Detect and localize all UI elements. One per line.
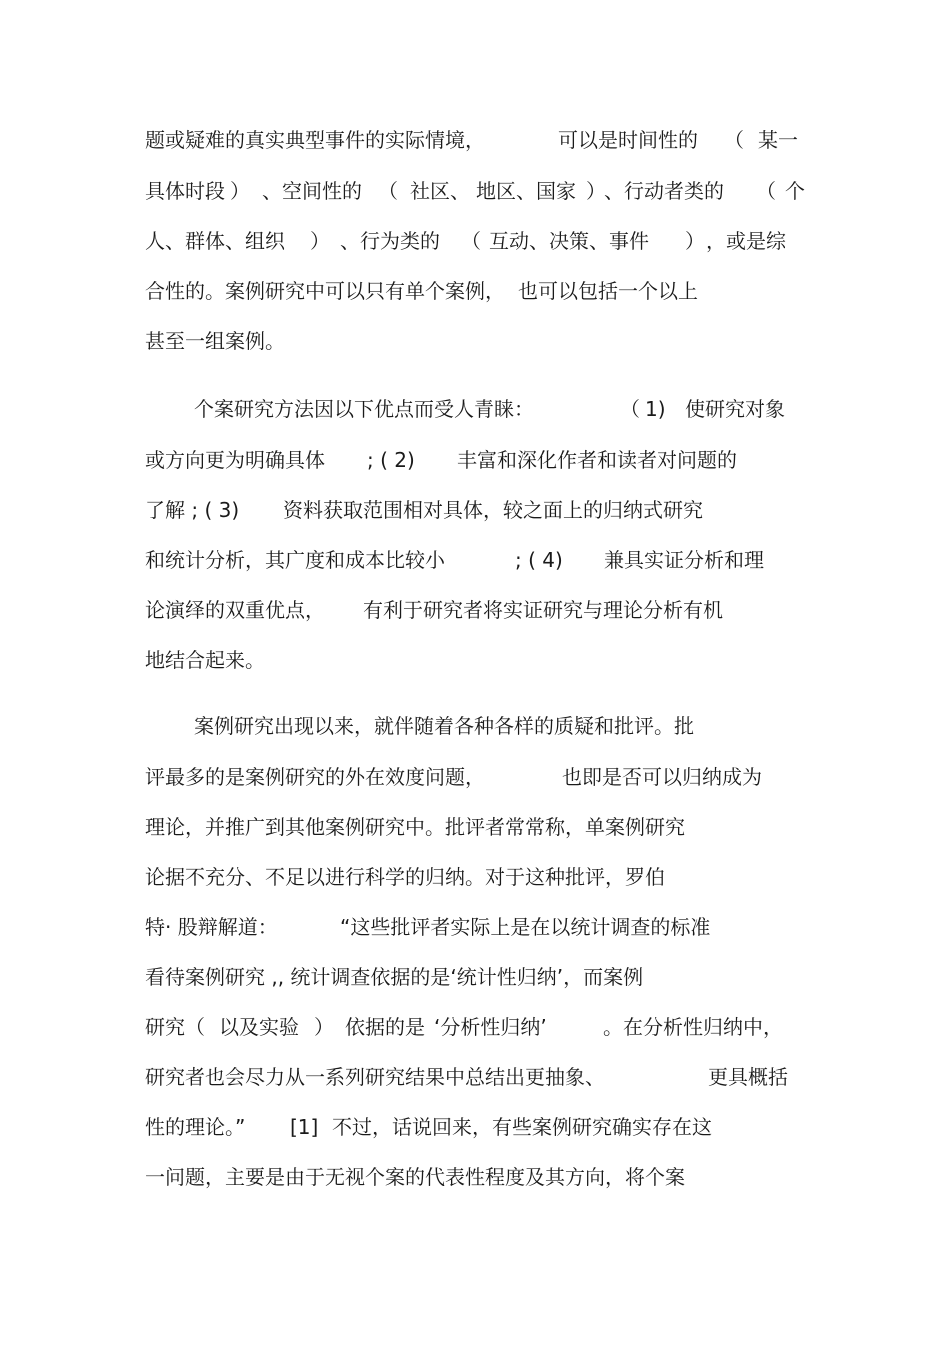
text-line bbox=[0, 1057, 950, 1097]
citation-ref: [1] bbox=[290, 1115, 319, 1139]
text-segment: ） bbox=[310, 229, 330, 253]
text-segment: ） bbox=[586, 179, 606, 203]
text-line bbox=[0, 957, 950, 997]
text-segment: （ bbox=[378, 179, 398, 203]
text-segment: 案例研究出现以来，就伴随着各种各样的质疑和批评。批 bbox=[194, 714, 694, 738]
text-line bbox=[0, 540, 950, 580]
text-segment: 有利于研究者将实证研究与理论分析有机 bbox=[363, 598, 723, 622]
text-segment: 看待案例研究 ,, 统计调查依据的是‘统计性归纳’，而案例 bbox=[145, 965, 644, 989]
text-segment: 个案研究方法因以下优点而受人青睐： bbox=[194, 397, 534, 421]
text-segment: 地结合起来。 bbox=[145, 648, 265, 672]
text-line bbox=[0, 490, 950, 530]
text-line bbox=[0, 271, 950, 311]
text-segment: 某一 bbox=[758, 128, 798, 152]
text-segment: “这些批评者实际上是在以统计调查的标准 bbox=[340, 915, 711, 939]
text-segment: ） bbox=[314, 1015, 334, 1039]
text-segment: 。在分析性归纳中， bbox=[603, 1015, 783, 1039]
text-segment: 地区、国家 bbox=[476, 179, 576, 203]
text-line bbox=[0, 857, 950, 897]
text-segment: 也可以包括一个以上 bbox=[518, 279, 698, 303]
text-segment: 也即是否可以归纳成为 bbox=[562, 765, 762, 789]
text-line bbox=[0, 1107, 950, 1147]
text-line bbox=[0, 1007, 950, 1047]
text-segment: 评最多的是案例研究的外在效度问题， bbox=[145, 765, 485, 789]
text-line bbox=[0, 440, 950, 480]
text-segment: （ bbox=[620, 397, 640, 421]
text-line bbox=[0, 221, 950, 261]
text-line bbox=[0, 321, 950, 361]
text-segment: ; ( 4) bbox=[515, 548, 563, 572]
text-segment: 可以是时间性的 bbox=[558, 128, 698, 152]
text-segment: 合性的。案例研究中可以只有单个案例， bbox=[145, 279, 505, 303]
text-segment: ; ( 2) bbox=[367, 448, 415, 472]
text-segment: 理论，并推广到其他案例研究中。批评者常常称，单案例研究 bbox=[145, 815, 685, 839]
text-segment: 依据的是 bbox=[345, 1015, 425, 1039]
text-line bbox=[0, 120, 950, 160]
text-segment: 、行为类的 bbox=[340, 229, 440, 253]
text-segment: （ bbox=[756, 179, 776, 203]
text-segment: 兼具实证分析和理 bbox=[604, 548, 764, 572]
text-segment: 、行动者类的 bbox=[604, 179, 724, 203]
text-line bbox=[0, 389, 950, 429]
text-segment: 甚至一组案例。 bbox=[145, 329, 285, 353]
text-line bbox=[0, 706, 950, 746]
text-segment: 以及实验 bbox=[219, 1015, 299, 1039]
text-segment: 或方向更为明确具体 bbox=[145, 448, 325, 472]
text-segment: 论演绎的双重优点， bbox=[145, 598, 325, 622]
text-segment: ，或是综 bbox=[706, 229, 786, 253]
text-segment: 不过，话说回来，有些案例研究确实存在这 bbox=[332, 1115, 712, 1139]
text-segment: 丰富和深化作者和读者对问题的 bbox=[457, 448, 737, 472]
text-segment: （ bbox=[461, 229, 481, 253]
text-segment: ‘分析性归纳’ bbox=[434, 1015, 547, 1039]
text-segment: 和统计分析，其广度和成本比较小 bbox=[145, 548, 445, 572]
text-line bbox=[0, 757, 950, 797]
text-segment: 更具概括 bbox=[708, 1065, 788, 1089]
text-segment: 互动、决策、事件 bbox=[489, 229, 649, 253]
text-segment: 特· 股辩解道： bbox=[145, 915, 278, 939]
text-segment: 性的理论。” bbox=[145, 1115, 246, 1139]
text-segment: 了解 ; ( 3) bbox=[145, 498, 240, 522]
text-segment: （ bbox=[724, 128, 744, 152]
text-segment: 题或疑难的真实典型事件的实际情境， bbox=[145, 128, 485, 152]
text-segment: 人、群体、组织 bbox=[145, 229, 285, 253]
text-segment: 资料获取范围相对具体，较之面上的归纳式研究 bbox=[283, 498, 703, 522]
text-segment: 一问题，主要是由于无视个案的代表性程度及其方向，将个案 bbox=[145, 1165, 685, 1189]
text-segment: ） bbox=[230, 179, 250, 203]
text-segment: 具体时段 bbox=[145, 179, 225, 203]
text-segment: 论据不充分、不足以进行科学的归纳。对于这种批评，罗伯 bbox=[145, 865, 665, 889]
text-segment: 研究（ bbox=[145, 1015, 205, 1039]
text-line bbox=[0, 907, 950, 947]
text-segment: 使研究对象 bbox=[685, 397, 785, 421]
text-segment: ） bbox=[685, 229, 705, 253]
text-line bbox=[0, 171, 950, 211]
text-line bbox=[0, 807, 950, 847]
text-segment: 研究者也会尽力从一系列研究结果中总结出更抽象、 bbox=[145, 1065, 605, 1089]
text-line bbox=[0, 640, 950, 680]
text-line bbox=[0, 590, 950, 630]
text-segment: 社区、 bbox=[410, 179, 470, 203]
text-line bbox=[0, 1157, 950, 1197]
text-segment: 个 bbox=[785, 179, 805, 203]
text-segment: 、空间性的 bbox=[262, 179, 362, 203]
text-segment: 1) bbox=[645, 397, 666, 421]
